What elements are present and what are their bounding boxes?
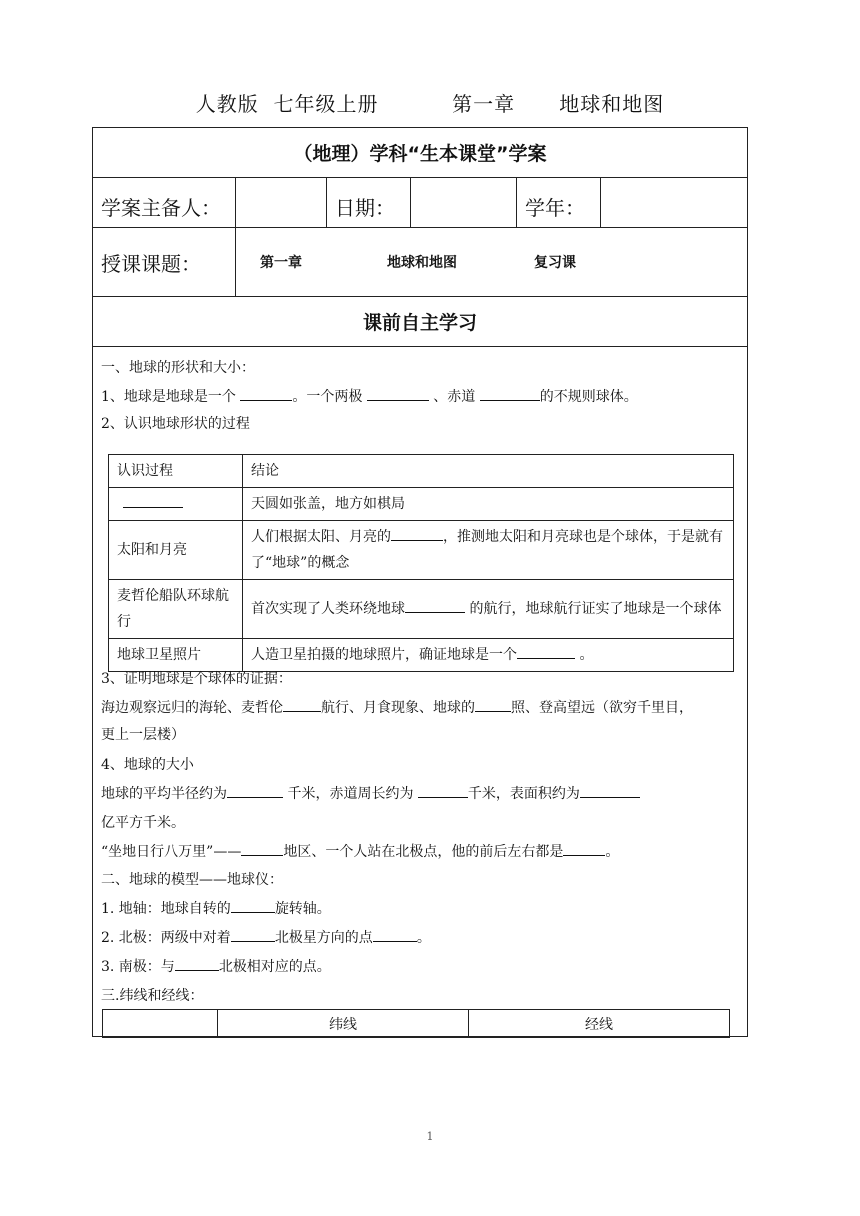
cell-text: 首次实现了人类环绕地球 [251, 601, 405, 617]
text: 北极相对应的点。 [218, 959, 331, 975]
text: “坐地日行八万里”—— [101, 844, 242, 860]
q2-line: 2、认识地球形状的过程 [101, 416, 250, 432]
date-field[interactable] [411, 178, 517, 227]
lesson-plan-table [92, 127, 748, 1037]
table-row [109, 455, 734, 488]
doc-title: （地理）学科“生本课堂”学案 [93, 128, 747, 178]
table-cell: 天圆如张盖，地方如棋局 [243, 488, 734, 521]
table-row [109, 521, 734, 580]
text: 。 [605, 844, 620, 860]
table-cell [243, 521, 734, 580]
table-cell [109, 488, 243, 521]
table-cell [243, 580, 734, 639]
topic-name: 地球和地图 [387, 255, 457, 271]
text: 照、登高望远（欲穷千里目， [511, 700, 693, 716]
text: 1. 地轴：地球自转的 [101, 901, 231, 917]
blank[interactable] [283, 697, 321, 712]
blank[interactable] [563, 841, 605, 856]
s1-heading: 一、地球的形状和大小： [101, 360, 255, 376]
topic-row [93, 228, 747, 297]
page-header: 人教版 七年级上册 第一章 地球和地图 [195, 92, 665, 116]
text: 地区、一个人站在北极点，他的前后左右都是 [283, 844, 564, 860]
page-number: 1 [426, 1130, 434, 1143]
s6-heading: 三.纬线和经线： [101, 988, 204, 1004]
year-field[interactable] [601, 178, 747, 227]
table-cell [103, 1010, 218, 1038]
text: 地球的平均半径约为 [101, 786, 227, 802]
blank[interactable] [367, 386, 429, 401]
topic-chapter: 第一章 [260, 255, 302, 271]
text: 3. 南极：与 [101, 959, 175, 975]
table-header-process: 认识过程 [109, 455, 243, 488]
blank[interactable] [123, 493, 183, 508]
blank[interactable] [517, 644, 575, 659]
blank[interactable] [231, 927, 275, 942]
q1-text-a: 1、地球是地球是一个 [101, 389, 241, 405]
blank[interactable] [240, 386, 292, 401]
cell-text: 人们根据太阳、月亮的 [251, 529, 391, 545]
q1-text-d: 的不规则球体。 [539, 389, 638, 405]
text: 千米，表面积约为 [467, 786, 580, 802]
s3-line2: 更上一层楼） [101, 727, 185, 743]
table-header-longitude: 经线 [469, 1010, 730, 1038]
latitude-longitude-table [102, 1009, 730, 1038]
blank[interactable] [231, 898, 275, 913]
text: 。 [416, 930, 431, 946]
q1-line [101, 386, 638, 406]
s5-line3 [101, 956, 331, 976]
text: 旋转轴。 [274, 901, 331, 917]
author-label: 学案主备人： [93, 178, 236, 227]
table-header-latitude: 纬线 [218, 1010, 469, 1038]
blank[interactable] [405, 598, 465, 613]
s4-line1 [101, 783, 640, 803]
cell-text: 。 [575, 647, 594, 663]
text: 2. 北极：两级中对着 [101, 930, 231, 946]
blank[interactable] [391, 526, 443, 541]
q1-text-b: 。一个两极 [292, 389, 367, 405]
s4-line2: 亿平方千米。 [101, 815, 185, 831]
s4-heading: 4、地球的大小 [101, 757, 194, 773]
cell-text: 的航行，地球航行证实了地球是一个球体 [465, 601, 722, 617]
table-row [109, 639, 734, 672]
q1-text-c: 、赤道 [428, 389, 480, 405]
shape-process-table [108, 454, 734, 672]
blank[interactable] [580, 783, 640, 798]
cell-text: 人造卫星拍摄的地球照片，确证地球是一个 [251, 647, 517, 663]
text: 千米，赤道周长约为 [283, 786, 418, 802]
blank[interactable] [475, 697, 511, 712]
cell-text: ，推测地太阳和月亮球也是个球体，于是就有了“地球”的概念 [251, 529, 723, 571]
table-header-conclusion: 结论 [243, 455, 734, 488]
s5-heading: 二、地球的模型——地球仪： [101, 872, 283, 888]
topic-value [236, 228, 747, 296]
blank[interactable] [241, 841, 283, 856]
table-cell: 麦哲伦船队环球航行 [109, 580, 243, 639]
section-title: 课前自主学习 [93, 297, 747, 347]
blank[interactable] [480, 386, 540, 401]
blank[interactable] [175, 956, 219, 971]
s3-heading: 3、证明地球是个球体的证据： [101, 671, 292, 687]
table-row [109, 580, 734, 639]
text: 海边观察远归的海轮、麦哲伦 [101, 700, 283, 716]
text: 航行、月食现象、地球的 [321, 700, 475, 716]
blank[interactable] [418, 783, 468, 798]
table-cell: 地球卫星照片 [109, 639, 243, 672]
text: 北极星方向的点 [274, 930, 373, 946]
table-cell: 太阳和月亮 [109, 521, 243, 580]
table-row [109, 488, 734, 521]
author-field[interactable] [236, 178, 327, 227]
blank[interactable] [373, 927, 417, 942]
blank[interactable] [227, 783, 283, 798]
topic-type: 复习课 [534, 255, 576, 271]
meta-row [93, 178, 747, 228]
s3-line1 [101, 697, 693, 717]
table-cell [243, 639, 734, 672]
date-label: 日期： [327, 178, 411, 227]
year-label: 学年： [517, 178, 601, 227]
s5-line2 [101, 927, 431, 947]
table-row [103, 1010, 730, 1038]
topic-label: 授课课题： [93, 228, 236, 296]
s4-line3 [101, 841, 619, 861]
s5-line1 [101, 898, 331, 918]
